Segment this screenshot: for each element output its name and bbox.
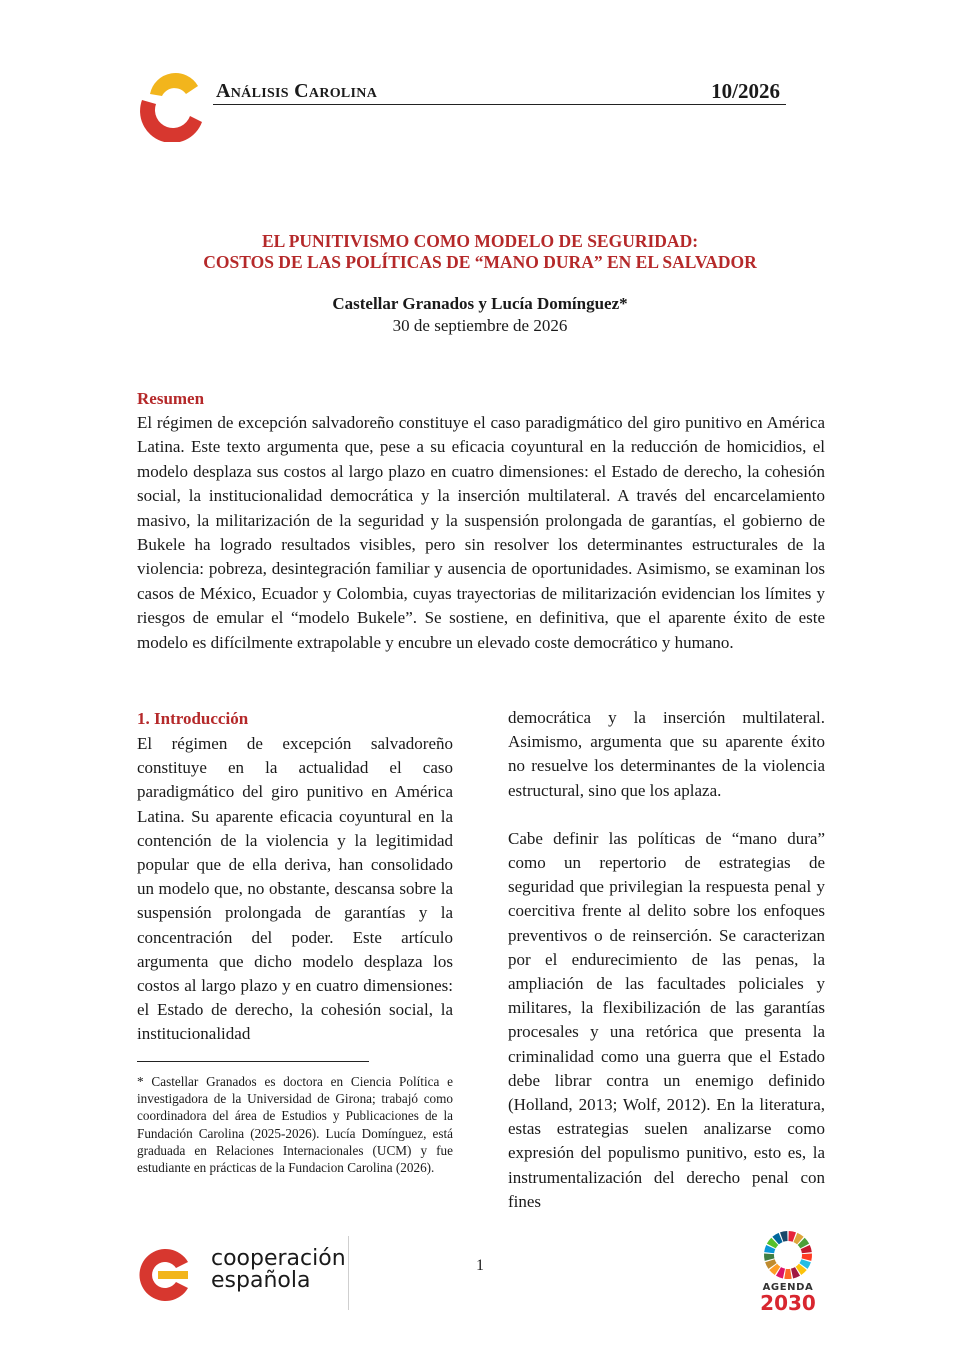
abstract-text: El régimen de excepción salvadoreño constituye el caso paradigmático del giro punitivo en América Latina. Este texto argumenta que, pese a su eficacia coyuntural en la reducción de homicidios, el modelo desplaza sus costos al largo plazo en cuatro dimensiones: el Estado de derecho, la cohesión social, la institucionalidad democrática y la inserción multilateral. A través del encarcelamiento masivo, la militarización de la seguridad y la suspensión prolongada de garantías, el gobierno de Bukele ha logrado resultados visibles, pero sin resolver los determinantes estructurales de la violencia: pobreza, desintegración familiar y ausencia de oportunidades. Asimismo, se examinan los casos de México, Ecuador y Colombia, cuyas trayectorias de militarización evidencian los límites y riesgos de emular el “modelo Bukele”. Se sostiene, en definitiva, que el aparente éxito de este modelo es difícilmente extrapolable y encubre un elevado coste democrático y humano. xyxy=(137,413,825,652)
sdg-wheel-segment xyxy=(784,1269,791,1279)
footnote-rule xyxy=(137,1061,369,1062)
coop-line-1: cooperación xyxy=(211,1246,346,1271)
title-line-1: EL PUNITIVISMO COMO MODELO DE SEGURIDAD: xyxy=(261,231,699,251)
agenda-label: AGENDA xyxy=(762,1282,814,1293)
right-column-paragraph-2: Cabe definir las políticas de “mano dura” como un repertorio de estrategias de seguridad que privilegian la respuesta penal y coercitiva frente al delito sobre los enfoques preventivos o de reinserción. Se caracterizan por el endurecimiento de las penas, la ampliación de las facultades policiales y militares, la flexibilización de las garantías procesales y una retórica que presenta la criminalidad como una guerra que el Estado debe librar contra un enemigo definido (Holland, 2013; Wolf, 2012). En la literatura, estas estrategias suelen analizarse como expresión del populismo punitivo, esto es, la instrumentalización del derecho penal con fines xyxy=(508,828,825,1211)
issue-number: 10/2026 xyxy=(711,79,780,103)
page-number: 1 xyxy=(476,1257,484,1274)
sdg-wheel-icon xyxy=(763,1230,813,1280)
authors: Castellar Granados y Lucía Domínguez* xyxy=(332,294,628,313)
abstract-heading: Resumen xyxy=(137,389,205,408)
section-heading-introduction: 1. Introducción xyxy=(137,709,249,728)
cooperacion-espanola-logo xyxy=(136,1244,194,1306)
sdg-wheel-segment xyxy=(764,1254,774,1261)
agenda-year: 2030 xyxy=(760,1291,816,1315)
author-footnote: * Castellar Granados es doctora en Ciencia Política e investigadora de la Universidad de Girona; trabajó como coordinadora del área de Estudios y Publicaciones de la Fundación Carolina (2025-2026). Lucía Domínguez, está graduada en Relaciones Internacionales (UCM) y fue estudiante en prácticas de la Fundacion Carolina (2026). xyxy=(137,1074,453,1176)
right-column xyxy=(508,706,825,1238)
fundacion-carolina-logo xyxy=(136,64,204,142)
series-title: Análisis Carolina xyxy=(216,80,378,102)
left-column-text: El régimen de excepción salvadoreño constituye en la actualidad el caso paradigmático del giro punitivo en América Latina. Su aparente eficacia coyuntural en la contención de la violencia y la legitimidad popular que de ella deriva, han consolidado un modelo que, no obstante, descansa sobre la suspensión prolongada de garantías y la concentración del poder. Este artículo argumenta que dicho modelo desplaza los costos al largo plazo y en cuatro dimensiones: el Estado de derecho, la cohesión social, la institucionalidad xyxy=(137,734,453,1044)
coop-line-2: española xyxy=(211,1268,311,1293)
right-column-paragraph-1: democrática y la inserción multilateral. Asimismo, argumenta que su aparente éxito no resuelve los determinantes de la violencia estructural, sino que los aplaza. xyxy=(508,708,825,800)
header-rule xyxy=(213,104,786,105)
sdg-wheel-segment xyxy=(802,1254,812,1261)
agenda-2030-logo xyxy=(756,1230,820,1313)
title-line-2: COSTOS DE LAS POLÍTICAS DE “MANO DURA” EN EL SALVADOR xyxy=(203,252,757,272)
publication-date: 30 de septiembre de 2026 xyxy=(392,316,568,335)
